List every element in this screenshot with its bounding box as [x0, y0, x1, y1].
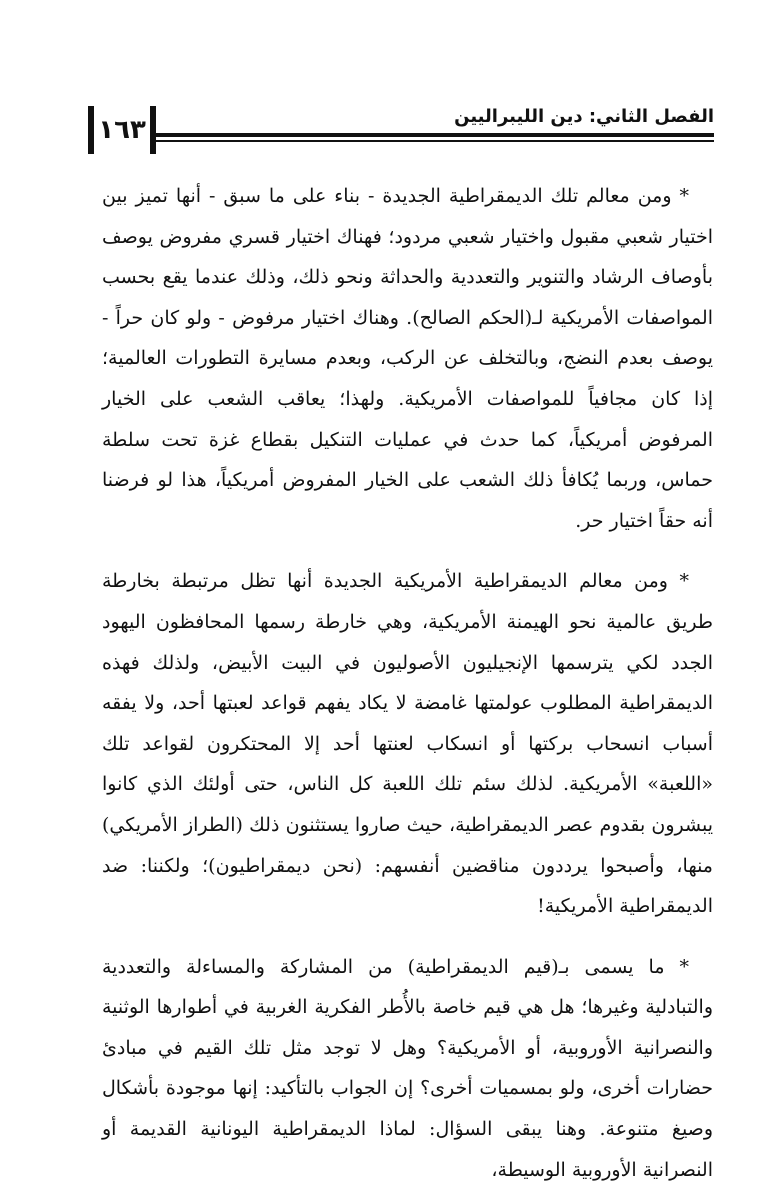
- paragraph: * ما يسمى بـ(قيم الديمقراطية) من المشاركة والمساءلة والتعددية والتبادلية وغيرها؛ هل هي قيم خاصة بالأُطر الفكرية الغربية في أطوارها الوثنية والنصرانية الأوروبية، أو الأمريكية؟ وهل لا توجد مثل تلك القيم في مبادئ حضارات أخرى، ولو بمسميات أخرى؟ إن الجواب بالتأكيد: إنها موجودة بأشكال وصيغ متنوعة. وهنا يبقى السؤال: لماذا الديمقراطية اليونانية القديمة أو النصرانية الأوروبية الوسيطة،: [102, 955, 713, 1181]
- page-header: [88, 106, 714, 162]
- page-number: ١٦٣: [88, 106, 156, 154]
- header-rule-thin: [150, 140, 714, 142]
- paragraph: * ومن معالم الديمقراطية الأمريكية الجديدة أنها تظل مرتبطة بخارطة طريق عالمية نحو الهيمنة الأمريكية، وهي خارطة رسمها المحافظون اليهود الجدد لكي يترسمها الإنجيليون الأصوليون في البيت الأبيض، ولذلك فهذه الديمقراطية المطلوب عولمتها غامضة لا يكاد يفهم قواعد لعبتها أحد، ولا يفقه أسباب انسحاب بركتها أو انسكاب لعنتها أحد إلا المحتكرون لقواعد تلك «اللعبة» الأمريكية. لذلك سئم تلك اللعبة كل الناس، حتى أولئك الذي كانوا يبشرون بقدوم عصر الديمقراطية، حيث صاروا يستثنون ذلك (الطراز الأمريكي) منها، وأصبحوا يرددون مناقضين أنفسهم: (نحن ديمقراطيون)؛ ولكننا: ضد الديمقراطية الأمريكية!: [102, 570, 713, 918]
- paragraph: * ومن معالم تلك الديمقراطية الجديدة - بناء على ما سبق - أنها تميز بين اختيار شعبي مقبول واختيار شعبي مردود؛ فهناك اختيار قسري مفروض يوصف بأوصاف الرشاد والتنوير والتعددية والحداثة ونحو ذلك، وذلك عندما يقع بحسب المواصفات الأمريكية لـ(الحكم الصالح). وهناك اختيار مرفوض - ولو كان حراً - يوصف بعدم النضج، وبالتخلف عن الركب، وبعدم مسايرة التطورات العالمية؛ إذا كان مجافياً للمواصفات الأمريكية. ولهذا؛ يعاقب الشعب على الخيار المرفوض أمريكياً، كما حدث في عمليات التنكيل بقطاع غزة تحت سلطة حماس، وربما يُكافأ ذلك الشعب على الخيار المفروض أمريكياً، هذا لو فرضنا أنه حقاً اختيار حر.: [102, 185, 713, 532]
- chapter-title: الفصل الثاني: دين الليبراليين: [454, 106, 714, 127]
- body-text: [102, 176, 713, 1190]
- header-rule-thick: [150, 133, 714, 137]
